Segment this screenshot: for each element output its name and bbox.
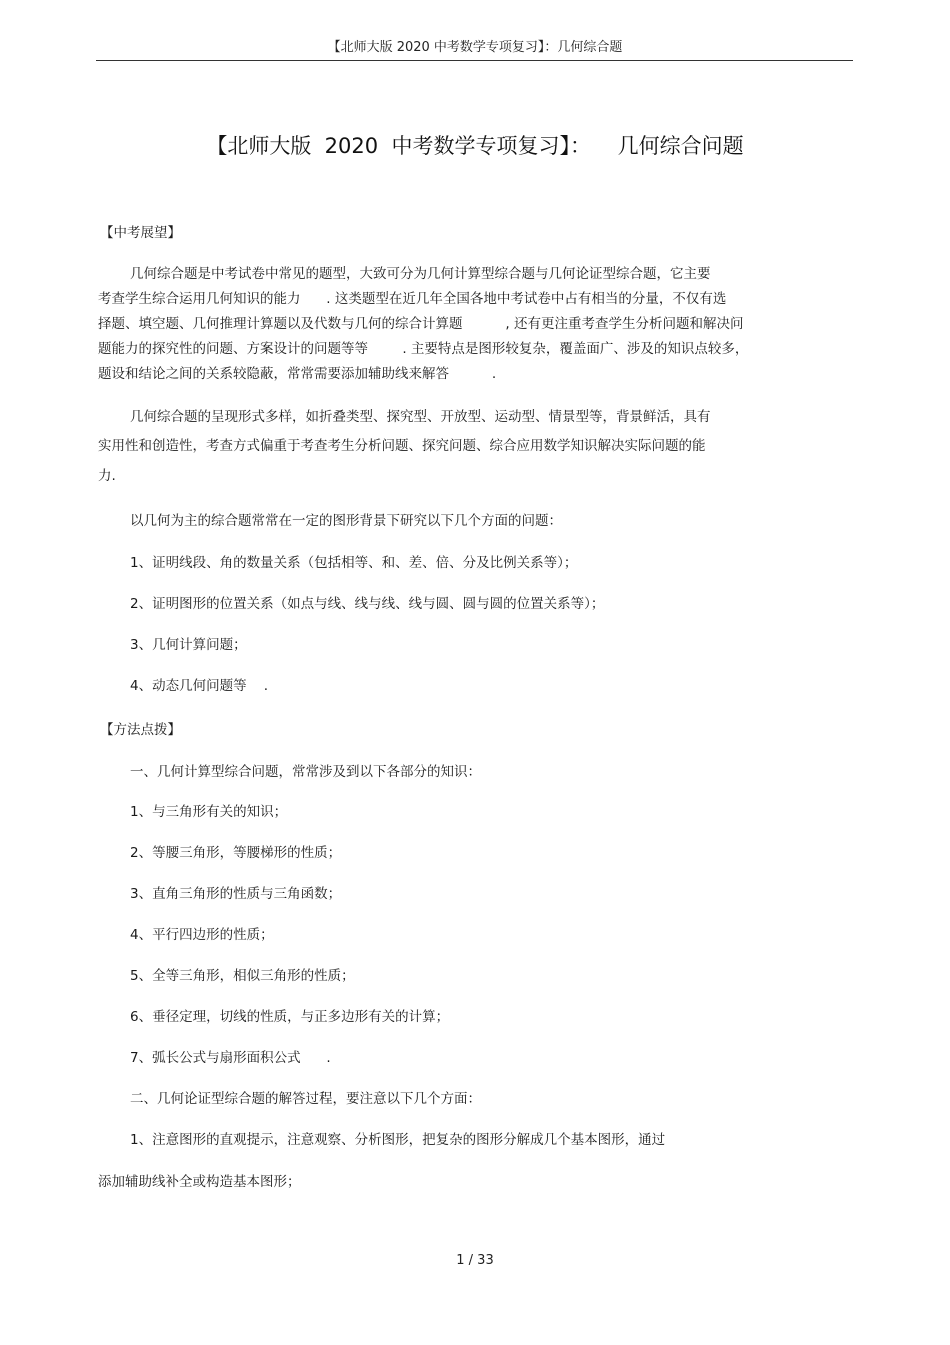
- header-rule: [96, 60, 853, 61]
- method-part2-intro: 二、几何论证型综合题的解答过程，要注意以下几个方面：: [130, 1091, 481, 1107]
- outlook-list-item-1: 1、证明线段、角的数量关系（包括相等、和、差、倍、分及比例关系等）；: [130, 555, 578, 571]
- outlook-paragraph-3: 以几何为主的综合题常常在一定的图形背景下研究以下几个方面的问题：: [130, 513, 562, 529]
- outlook-paragraph-1-line-4: 题能力的探究性的问题、方案设计的问题等等 . 主要特点是图形较复杂，覆盖面广、涉及的知识点较多，: [98, 341, 749, 357]
- method-heading: 【方法点拨】: [100, 722, 181, 738]
- outlook-list-item-2: 2、证明图形的位置关系（如点与线、线与线、线与圆、圆与圆的位置关系等）；: [130, 596, 605, 612]
- outlook-paragraph-1-line-3: 择题、填空题、几何推理计算题以及代数与几何的综合计算题 , 还有更注重考查学生分析问题和解决问: [98, 316, 744, 332]
- outlook-paragraph-1-line-2: 考查学生综合运用几何知识的能力 . 这类题型在近几年全国各地中考试卷中占有相当的分量，不仅有选: [98, 291, 727, 307]
- method-part2-item-1-line-1: 1、注意图形的直观提示，注意观察、分析图形，把复杂的图形分解成几个基本图形，通过: [130, 1132, 666, 1148]
- method-part1-item-5: 5、全等三角形，相似三角形的性质；: [130, 968, 355, 984]
- outlook-heading: 【中考展望】: [100, 225, 181, 241]
- method-part1-item-6: 6、垂径定理，切线的性质，与正多边形有关的计算；: [130, 1009, 450, 1025]
- outlook-paragraph-2-line-1: 几何综合题的呈现形式多样，如折叠类型、探究型、开放型、运动型、情景型等，背景鲜活，具有: [130, 409, 711, 425]
- outlook-paragraph-1-line-5: 题设和结论之间的关系较隐蔽，常常需要添加辅助线来解答 .: [98, 366, 497, 382]
- method-part1-intro: 一、几何计算型综合问题，常常涉及到以下各部分的知识：: [130, 764, 481, 780]
- method-part2-item-1-line-2: 添加辅助线补全或构造基本图形；: [98, 1174, 301, 1190]
- method-part1-item-1: 1、与三角形有关的知识；: [130, 804, 288, 820]
- method-part1-item-3: 3、直角三角形的性质与三角函数；: [130, 886, 342, 902]
- outlook-list-item-4: 4、动态几何问题等 .: [130, 678, 269, 694]
- method-part1-item-4: 4、平行四边形的性质；: [130, 927, 274, 943]
- outlook-paragraph-1-line-1: 几何综合题是中考试卷中常见的题型，大致可分为几何计算型综合题与几何论证型综合题，它主要: [130, 266, 711, 282]
- page-number: 1 / 33: [456, 1253, 494, 1268]
- outlook-paragraph-2-line-2: 实用性和创造性，考查方式偏重于考查考生分析问题、探究问题、综合应用数学知识解决实际问题的能: [98, 438, 706, 454]
- method-part1-item-7: 7、弧长公式与扇形面积公式 .: [130, 1050, 331, 1066]
- method-part1-item-2: 2、等腰三角形，等腰梯形的性质；: [130, 845, 342, 861]
- outlook-paragraph-2-line-3: 力.: [98, 468, 116, 484]
- document-title: 【北师大版 2020 中考数学专项复习】： 几何综合问题: [206, 134, 744, 158]
- outlook-list-item-3: 3、几何计算问题；: [130, 637, 247, 653]
- running-header: 【北师大版 2020 中考数学专项复习】：几何综合题: [327, 40, 623, 55]
